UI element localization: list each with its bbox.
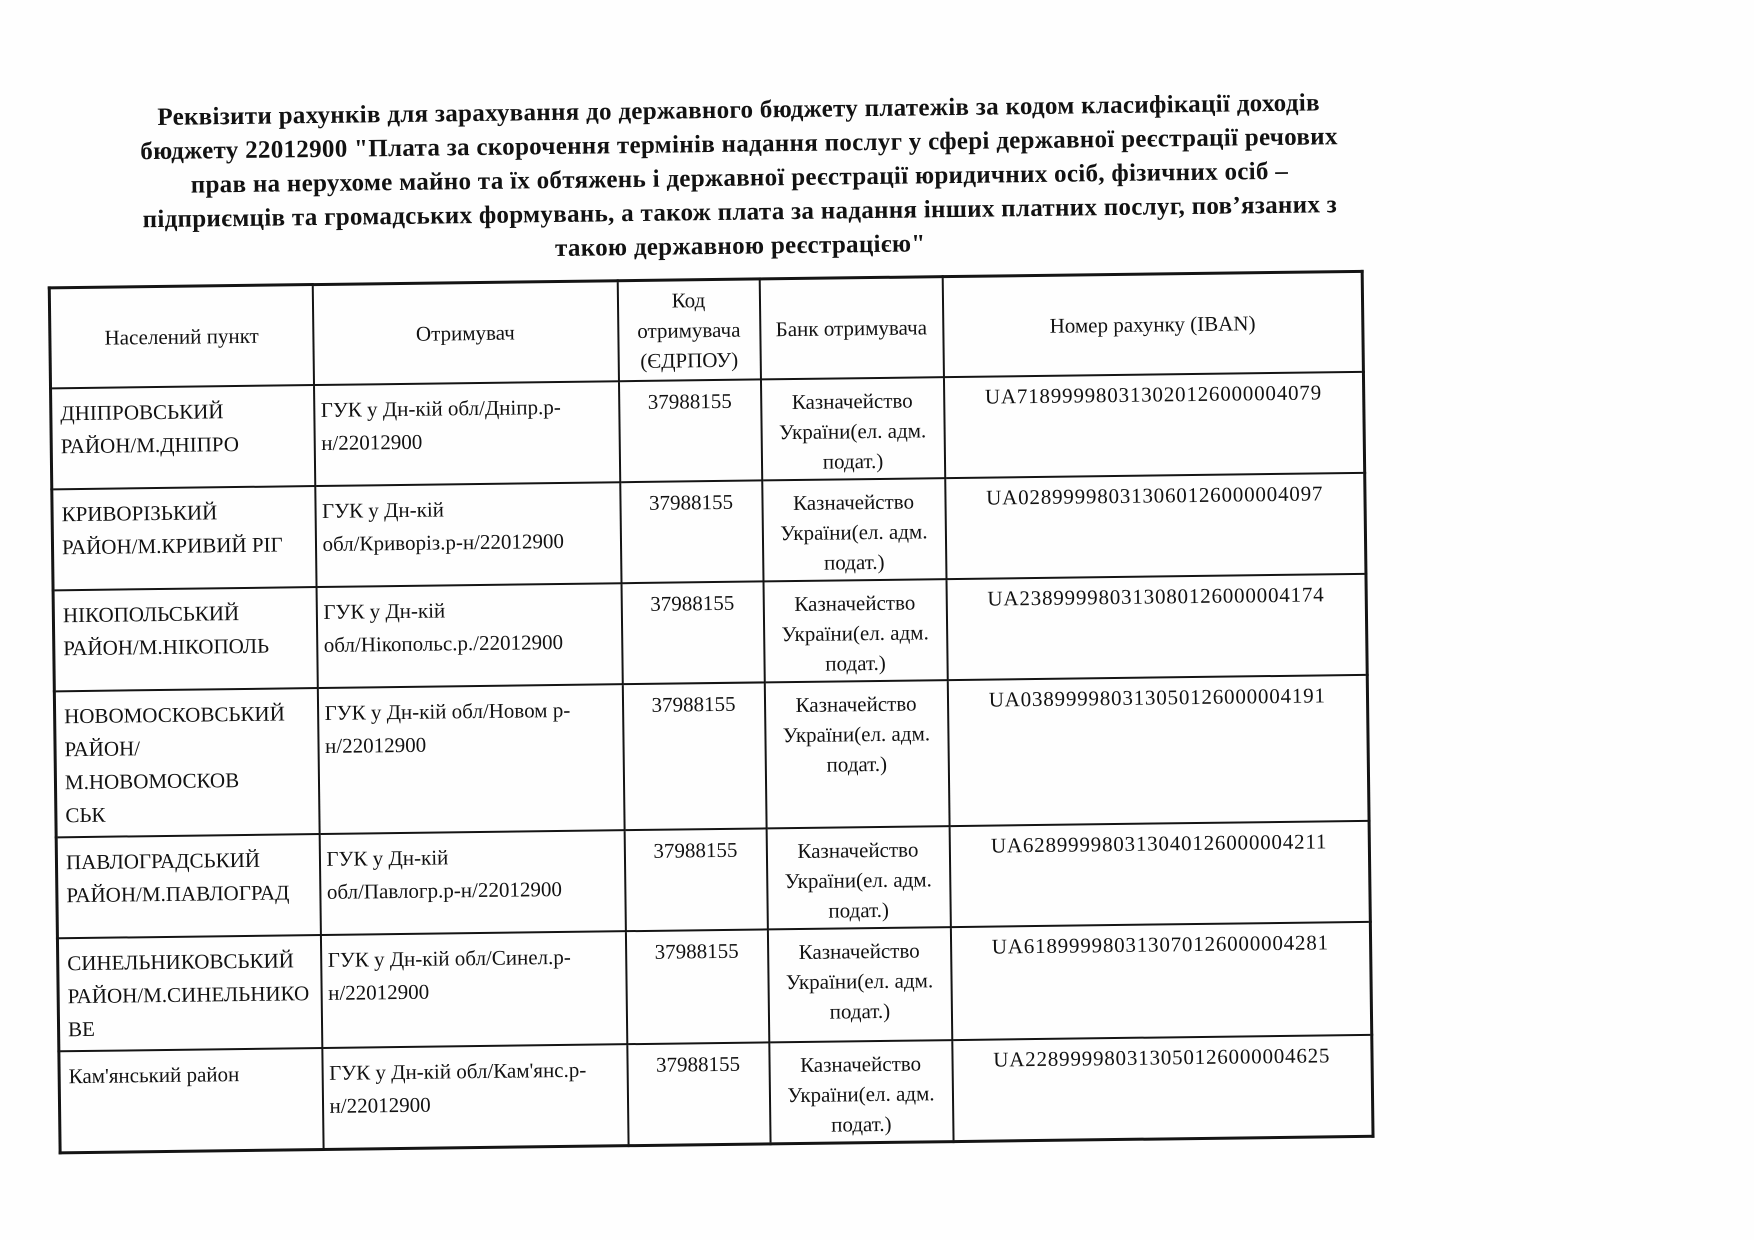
code-cell: 37988155	[624, 828, 767, 931]
table-row	[53, 574, 1367, 691]
column-header-bank: Банк отримувача	[759, 277, 943, 380]
recipient-cell: ГУК у Дн-кій обл/Дніпр.р- н/22012900	[314, 381, 620, 486]
code-cell: 37988155	[621, 581, 764, 684]
code-cell: 37988155	[625, 929, 768, 1044]
iban-cell: UA718999980313020126000004079	[943, 372, 1364, 478]
settlement-cell: НОВОМОСКОВСЬКИЙ РАЙОН/М.НОВОМОСКОВ СЬК	[54, 688, 319, 837]
iban-cell: UA238999980313080126000004174	[946, 574, 1367, 680]
code-cell: 37988155	[618, 379, 761, 482]
settlement-cell: Кам'янський район	[59, 1048, 323, 1153]
bank-cell: Казначейство України(ел. адм. подат.)	[762, 478, 946, 581]
recipient-cell: ГУК у Дн-кій обл/Синел.р- н/22012900	[320, 931, 626, 1048]
column-header-code: Код отримувача (ЄДРПОУ)	[617, 279, 760, 381]
column-header-iban: Номер рахунку (IBAN)	[942, 271, 1363, 377]
table-header-row	[49, 271, 1363, 388]
code-cell: 37988155	[622, 682, 766, 830]
recipient-cell: ГУК у Дн-кій обл/Нікопольс.р./22012900	[316, 583, 622, 688]
table-row	[56, 821, 1370, 938]
column-header-recipient: Отримувач	[312, 281, 618, 385]
column-header-settlement: Населений пункт	[49, 285, 313, 389]
settlement-cell: НІКОПОЛЬСЬКИЙ РАЙОН/М.НІКОПОЛЬ	[53, 587, 317, 691]
settlement-cell: ПАВЛОГРАДСЬКИЙ РАЙОН/М.ПАВЛОГРАД	[56, 834, 320, 938]
settlement-cell: КРИВОРІЗЬКИЙ РАЙОН/М.КРИВИЙ РІГ	[52, 486, 316, 590]
recipient-cell: ГУК у Дн-кій обл/Криворіз.р-н/22012900	[315, 482, 621, 587]
iban-cell: UA618999980313070126000004281	[950, 922, 1371, 1040]
iban-cell: UA628999980313040126000004211	[949, 821, 1370, 927]
requisites-table	[48, 270, 1375, 1154]
code-cell: 37988155	[620, 480, 763, 583]
table-row	[54, 675, 1369, 837]
bank-cell: Казначейство України(ел. адм. подат.)	[767, 927, 951, 1042]
document-title: Реквізити рахунків для зарахування до державного бюджету платежів за кодом класифікації доходів бюджету 22012900 "Плата за скорочення термінів надання послуг у сфері державної реєстрації речових прав на нерухоме майно та їх обтяжень і державної реєстрації юридичних осіб, фізичних осіб – підприємців та громадських формувань, а також плата за надання інших платних послуг, пов’язаних з такою державною реєстрацією"	[140, 89, 1338, 263]
settlement-cell: ДНІПРОВСЬКИЙ РАЙОН/М.ДНІПРО	[51, 385, 315, 489]
settlement-cell: СИНЕЛЬНИКОВСЬКИЙ РАЙОН/М.СИНЕЛЬНИКО ВЕ	[57, 935, 321, 1051]
recipient-cell: ГУК у Дн-кій обл/Новом р- н/22012900	[317, 684, 624, 834]
table-row	[51, 372, 1365, 489]
table-row	[52, 473, 1366, 590]
bank-cell: Казначейство України(ел. адм. подат.)	[760, 377, 944, 480]
bank-cell: Казначейство України(ел. адм. подат.)	[763, 579, 947, 682]
bank-cell: Казначейство України(ел. адм. подат.)	[766, 826, 950, 929]
iban-cell: UA228999980313050126000004625	[952, 1035, 1373, 1142]
recipient-cell: ГУК у Дн-кій обл/Павлогр.р-н/22012900	[319, 830, 625, 935]
table-row	[57, 922, 1371, 1051]
table-row	[59, 1035, 1373, 1153]
iban-cell: UA028999980313060126000004097	[945, 473, 1366, 579]
bank-cell: Казначейство України(ел. адм. подат.)	[764, 680, 949, 828]
bank-cell: Казначейство України(ел. адм. подат.)	[769, 1040, 953, 1144]
code-cell: 37988155	[627, 1042, 770, 1145]
iban-cell: UA038999980313050126000004191	[947, 675, 1369, 826]
recipient-cell: ГУК у Дн-кій обл/Кам'янс.р- н/22012900	[322, 1044, 628, 1149]
